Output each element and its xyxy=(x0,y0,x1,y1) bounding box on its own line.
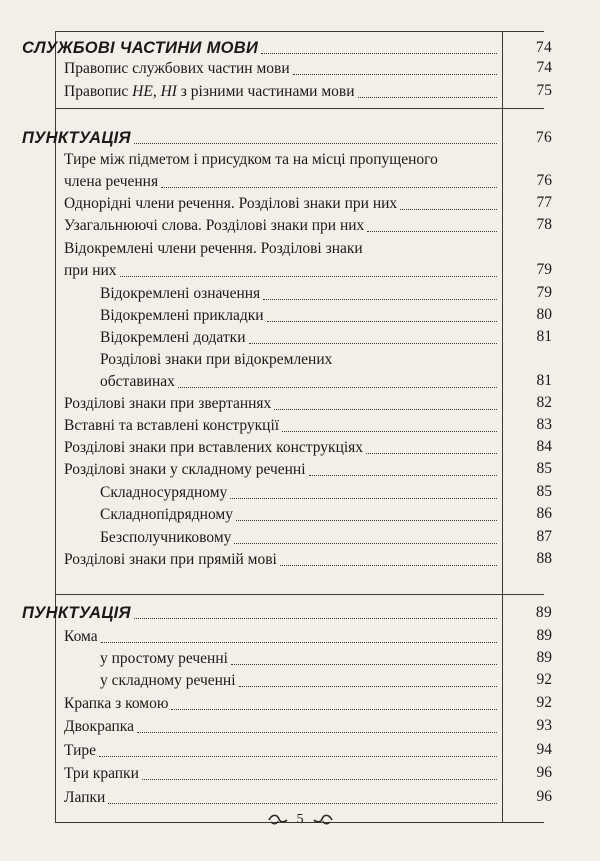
dot-leader xyxy=(230,497,497,499)
page-number: 85 xyxy=(536,460,552,477)
dot-leader xyxy=(108,802,497,804)
toc-entry[interactable] xyxy=(64,214,552,235)
toc-heading-punctuation[interactable] xyxy=(22,126,552,148)
entry-text: у простому реченні xyxy=(100,650,228,667)
dot-leader xyxy=(101,641,497,643)
toc-entry[interactable] xyxy=(100,370,552,391)
page-number: 92 xyxy=(536,671,552,688)
toc-entry[interactable] xyxy=(100,647,552,668)
page-number: 80 xyxy=(536,306,552,323)
entry-text: Лапки xyxy=(64,789,106,806)
entry-text: Відокремлені додатки xyxy=(100,329,246,346)
toc-entry[interactable] xyxy=(64,548,552,569)
heading-text: ПУНКТУАЦІЯ xyxy=(22,604,131,622)
entry-text: Складносурядному xyxy=(100,484,228,501)
toc-entry[interactable] xyxy=(64,80,552,101)
toc-entry[interactable] xyxy=(100,304,552,325)
dot-leader xyxy=(400,208,497,210)
page-number: 93 xyxy=(536,717,552,734)
dot-leader xyxy=(367,230,497,232)
dot-leader xyxy=(293,73,497,75)
entry-text: Правопис НЕ, НІ з різними частинами мови xyxy=(64,83,355,100)
entry-text: Безсполучниковому xyxy=(100,529,232,546)
dot-leader xyxy=(134,617,497,619)
page-number: 89 xyxy=(536,649,552,666)
entry-text: Розділові знаки при вставлених конструкціях xyxy=(64,439,364,456)
dot-leader xyxy=(161,186,497,188)
dot-leader xyxy=(231,663,497,665)
heading-text: ПУНКТУАЦІЯ xyxy=(22,129,131,147)
entry-text: Розділові знаки при звертаннях xyxy=(64,395,272,412)
entry-first-line: Тире між підметом і присудком та на місці пропущеного xyxy=(64,151,438,168)
entry-text: Розділові знаки при прямій мові xyxy=(64,551,277,568)
dot-leader xyxy=(171,708,497,710)
entry-text: Тире xyxy=(64,742,97,759)
toc-entry[interactable] xyxy=(64,392,552,413)
toc-entry[interactable] xyxy=(100,526,552,547)
toc-entry[interactable] xyxy=(64,715,552,736)
page-number: 87 xyxy=(536,528,552,545)
page-number: 79 xyxy=(536,261,552,278)
dot-leader xyxy=(134,142,497,144)
dot-leader xyxy=(137,731,497,733)
page-number: 88 xyxy=(536,550,552,567)
dot-leader xyxy=(358,96,498,98)
page-number: 89 xyxy=(536,627,552,644)
dot-leader xyxy=(261,52,497,54)
toc-heading-service-parts[interactable] xyxy=(22,36,552,58)
entry-text: Складнопідрядному xyxy=(100,506,233,523)
toc-entry[interactable] xyxy=(100,503,552,524)
entry-text: у складному реченні xyxy=(100,672,236,689)
entry-text: Кома xyxy=(64,628,98,645)
entry-text: обставинах xyxy=(100,373,175,390)
page-number: 74 xyxy=(535,39,552,56)
dot-leader xyxy=(309,474,497,476)
dot-leader xyxy=(236,519,497,521)
entry-first-line: Відокремлені члени речення. Розділові знаки xyxy=(64,240,363,257)
entry-text: Узагальнюючі слова. Розділові знаки при них xyxy=(64,217,365,234)
entry-text: Відокремлені прикладки xyxy=(100,307,264,324)
dot-leader xyxy=(267,320,497,322)
dot-leader xyxy=(142,778,497,780)
entry-text: Три крапки xyxy=(64,765,139,782)
entry-first-line: Розділові знаки при відокремлених xyxy=(100,351,333,368)
toc-entry[interactable] xyxy=(64,170,552,191)
page-number: 81 xyxy=(536,372,552,389)
page-number: 74 xyxy=(536,59,552,76)
page-number: 82 xyxy=(536,394,552,411)
page-number: 78 xyxy=(536,216,552,233)
dot-leader xyxy=(263,298,497,300)
toc-entry[interactable] xyxy=(100,326,552,347)
entry-text: Двокрапка xyxy=(64,718,134,735)
page-number: 96 xyxy=(536,788,552,805)
toc-entry[interactable] xyxy=(64,625,552,646)
toc-entry[interactable] xyxy=(64,786,552,807)
toc-entry[interactable] xyxy=(64,739,552,760)
ornament-right-icon xyxy=(312,813,334,827)
entry-text: Вставні та вставлені конструкції xyxy=(64,417,280,434)
entry-text: Розділові знаки у складному реченні xyxy=(64,461,306,478)
page-number-footer: 5 xyxy=(296,812,304,827)
dot-leader xyxy=(280,564,497,566)
page-number: 75 xyxy=(536,82,552,99)
page-number: 83 xyxy=(536,416,552,433)
toc-entry[interactable] xyxy=(100,669,552,690)
toc-entry[interactable] xyxy=(64,458,552,479)
entry-text: Відокремлені означення xyxy=(100,285,261,302)
toc-entry[interactable] xyxy=(64,259,552,280)
toc-entry[interactable] xyxy=(64,57,552,78)
ornament-left-icon xyxy=(267,813,289,827)
page-number: 84 xyxy=(536,438,552,455)
dot-leader xyxy=(234,542,497,544)
toc-heading-punctuation-2[interactable] xyxy=(22,601,552,623)
dot-leader xyxy=(120,275,497,277)
toc-entry[interactable] xyxy=(64,436,552,457)
toc-entry[interactable] xyxy=(64,414,552,435)
page-number: 86 xyxy=(536,505,552,522)
page-footer xyxy=(0,812,600,828)
dot-leader xyxy=(366,452,497,454)
page-number: 96 xyxy=(536,764,552,781)
page-number: 85 xyxy=(536,483,552,500)
heading-text: СЛУЖБОВІ ЧАСТИНИ МОВИ xyxy=(22,39,259,57)
page-number: 76 xyxy=(536,172,552,189)
entry-text: при них xyxy=(64,262,117,279)
entry-text: Крапка з комою xyxy=(64,695,169,712)
toc-entry[interactable] xyxy=(100,481,552,502)
page-number: 81 xyxy=(536,328,552,345)
entry-text: Однорідні члени речення. Розділові знаки при них xyxy=(64,195,398,212)
dot-leader xyxy=(178,386,497,388)
page-number: 92 xyxy=(536,694,552,711)
toc-entry[interactable] xyxy=(64,692,552,713)
toc-entry[interactable] xyxy=(100,282,552,303)
entry-text: члена речення xyxy=(64,173,159,190)
dot-leader xyxy=(239,685,497,687)
page-number: 89 xyxy=(535,604,552,621)
dot-leader xyxy=(274,408,497,410)
page-number: 76 xyxy=(535,129,552,146)
entry-text: Правопис службових частин мови xyxy=(64,60,290,77)
dot-leader xyxy=(249,342,498,344)
page-number: 94 xyxy=(536,741,552,758)
toc-entry[interactable] xyxy=(64,192,552,213)
dot-leader xyxy=(99,755,497,757)
page-number: 79 xyxy=(536,284,552,301)
toc-entry[interactable] xyxy=(64,762,552,783)
dot-leader xyxy=(282,430,497,432)
page-number: 77 xyxy=(536,194,552,211)
